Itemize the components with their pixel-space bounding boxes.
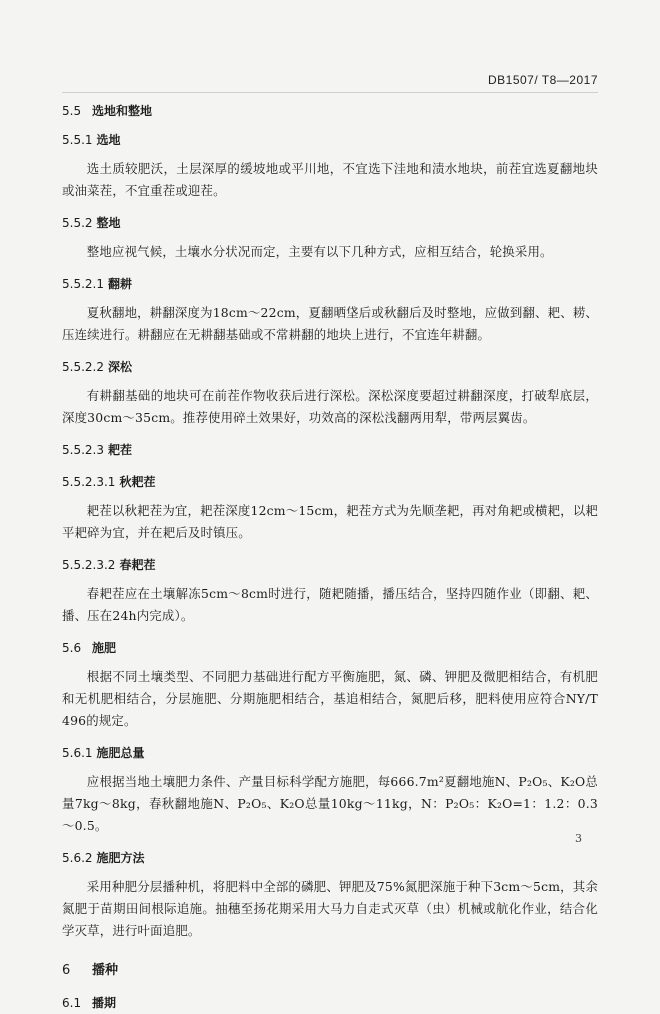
heading-number: 5.5.1 [62, 133, 93, 147]
paragraph-subsoiling: 有耕翻基础的地块可在前茬作物收获后进行深松。深松深度要超过耕翻深度，打破犁底层，深度30cm～35cm。推荐使用碎土效果好，功效高的深松浅翻两用犁，带两层翼齿。 [62, 388, 598, 425]
heading-6 [62, 960, 598, 982]
heading-5-5-2-3-1 [62, 471, 598, 493]
paragraph-fertilizer-total: 应根据当地土壤肥力条件、产量目标科学配方施肥，每666.7m²夏翻地施N、P₂O₅、K₂O总量7kg～8kg，春秋翻地施N、P₂O₅、K₂O总量10kg～11kg，N：P₂O₅：K₂O=1：1.2：0.3～0.5。 [62, 774, 598, 833]
heading-title: 选地 [96, 133, 121, 147]
heading-title: 施肥 [92, 641, 117, 655]
heading-title: 播种 [92, 963, 119, 978]
heading-number: 5.6 [62, 641, 82, 655]
heading-number: 5.5.2.2 [62, 360, 104, 374]
heading-title: 施肥方法 [96, 851, 145, 865]
heading-title: 秋耙茬 [119, 475, 156, 489]
heading-6-1 [62, 992, 598, 1014]
heading-5-6-2 [62, 847, 598, 869]
paragraph-spring-harrow: 春耙茬应在土壤解冻5cm～8cm时进行，随耙随播，播压结合，坚持四随作业（即翻、耙、播、压在24h内完成）。 [62, 586, 598, 623]
heading-title: 播期 [92, 996, 117, 1010]
heading-number: 5.5.2.3.1 [62, 475, 116, 489]
heading-number: 5.5.2.3 [62, 443, 104, 457]
paragraph-autumn-harrow: 耙茬以秋耙茬为宜，耙茬深度12cm～15cm，耙茬方式为先顺垄耙，再对角耙或横耙，以耙平耙碎为宜，并在耙后及时镇压。 [62, 503, 598, 540]
heading-5-6 [62, 637, 598, 659]
paragraph-fertilization: 根据不同土壤类型、不同肥力基础进行配方平衡施肥，氮、磷、钾肥及微肥相结合，有机肥和无机肥相结合，分层施肥、分期施肥相结合，基追相结合，氮肥后移，肥料使用应符合NY/T 496的规定。 [62, 669, 598, 728]
header-rule [62, 92, 598, 93]
heading-number: 5.6.1 [62, 746, 93, 760]
page-number: 3 [575, 832, 582, 845]
heading-5-5-2 [62, 212, 598, 234]
heading-number: 5.5.2.1 [62, 277, 104, 291]
heading-number: 5.5.2.3.2 [62, 558, 116, 572]
heading-5-5 [62, 100, 598, 122]
paragraph-plowing: 夏秋翻地，耕翻深度为18cm～22cm，夏翻晒垡后或秋翻后及时整地，应做到翻、耙、耢、压连续进行。耕翻应在无耕翻基础或不常耕翻的地块上进行，不宜连年耕翻。 [62, 305, 598, 342]
page-content [62, 100, 598, 1014]
heading-title: 深松 [107, 360, 132, 374]
heading-5-5-2-3-2 [62, 554, 598, 576]
heading-5-5-2-1 [62, 273, 598, 295]
heading-5-6-1 [62, 742, 598, 764]
heading-title: 选地和整地 [92, 104, 153, 118]
heading-title: 耙茬 [107, 443, 132, 457]
heading-number: 6 [62, 963, 71, 978]
heading-title: 翻耕 [107, 277, 132, 291]
paragraph-fertilizer-method: 采用种肥分层播种机，将肥料中全部的磷肥、钾肥及75%氮肥深施于种下3cm～5cm，其余氮肥于苗期田间根际追施。抽穗至扬花期采用大马力自走式灭草（虫）机械或航化作业，结合化学灭草，进行叶面追肥。 [62, 879, 598, 938]
heading-5-5-1 [62, 129, 598, 151]
heading-5-5-2-3 [62, 439, 598, 461]
heading-5-5-2-2 [62, 356, 598, 378]
heading-number: 5.5.2 [62, 216, 93, 230]
heading-title: 整地 [96, 216, 121, 230]
doc-code-header: DB1507/ T8—2017 [487, 73, 598, 87]
heading-number: 5.5 [62, 104, 82, 118]
heading-number: 5.6.2 [62, 851, 93, 865]
heading-number: 6.1 [62, 996, 82, 1010]
heading-title: 施肥总量 [96, 746, 145, 760]
heading-title: 春耙茬 [119, 558, 156, 572]
paragraph-site-selection: 选土质较肥沃，土层深厚的缓坡地或平川地，不宜选下洼地和渍水地块，前茬宜选夏翻地块或油菜茬，不宜重茬或迎茬。 [62, 161, 598, 198]
paragraph-land-prep: 整地应视气候，土壤水分状况而定，主要有以下几种方式，应相互结合，轮换采用。 [86, 244, 553, 259]
